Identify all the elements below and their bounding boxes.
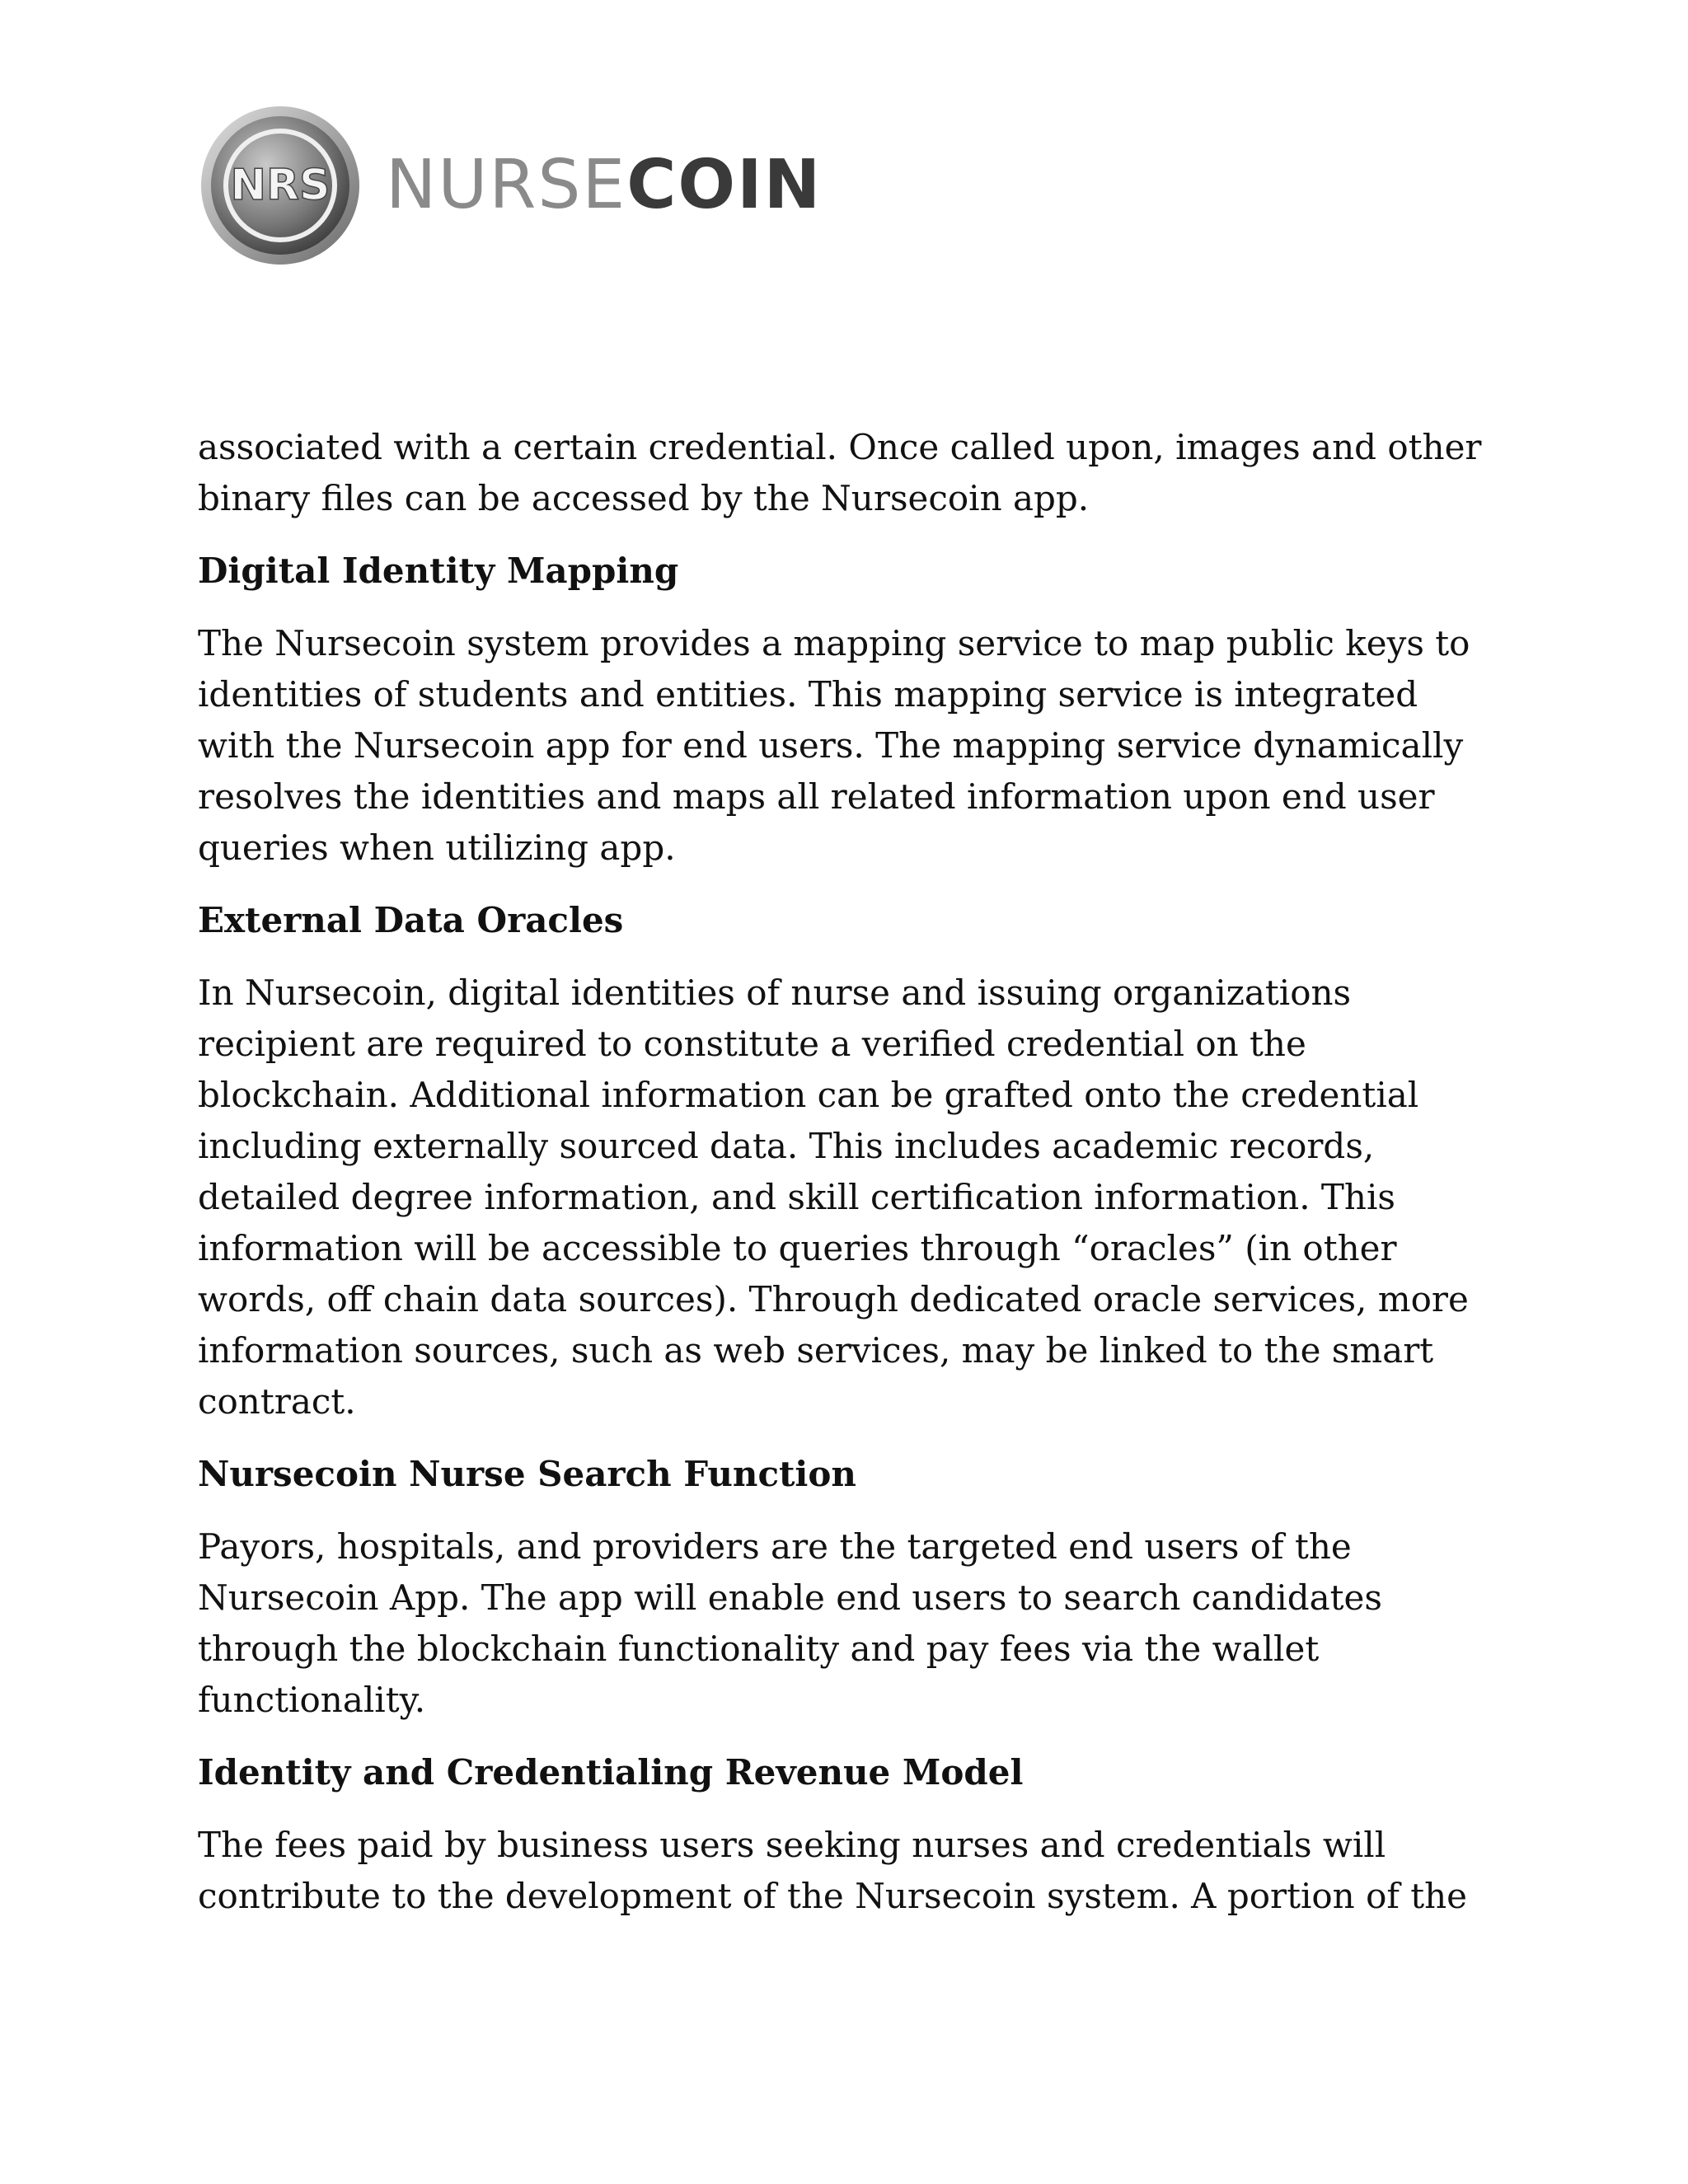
paragraph: The Nursecoin system provides a mapping service to map public keys to identities of students and entities. This mapping service is integrated with the Nursecoin app for end users. The mapping service dynamically resolves the identities and maps all related information upon end user queries when utilizing app. <box>198 623 1470 868</box>
paragraph: In Nursecoin, digital identities of nurse and issuing organizations recipient are required to constitute a verified credential on the blockchain. Additional information can be grafted onto the credential including externally sourced data. This includes academic records, detailed degree information, and skill certification information. This information will be accessible to queries through “oracles” (in other words, off chain data sources). Through dedicated oracle services, more information sources, such as web services, may be linked to the smart contract. <box>198 972 1469 1422</box>
section-heading: Digital Identity Mapping <box>198 551 679 591</box>
nursecoin-logo <box>198 103 823 268</box>
logo-wordmark <box>386 146 823 224</box>
logo-word-nurse: NURSE <box>386 146 627 224</box>
logo-word-coin: COIN <box>626 146 823 224</box>
paragraph: Payors, hospitals, and providers are the targeted end users of the Nursecoin App. The app will enable end users to search candidates through the blockchain functionality and pay fees via the wallet functionality. <box>198 1526 1382 1720</box>
paragraph: The fees paid by business users seeking nurses and credentials will contribute to the development of the Nursecoin system. A portion of the <box>198 1825 1468 1916</box>
section-heading: Nursecoin Nurse Search Function <box>198 1454 856 1494</box>
section-heading: External Data Oracles <box>198 900 624 940</box>
nrs-coin-icon <box>198 103 363 268</box>
paragraph: associated with a certain credential. Once called upon, images and other binary files can be accessed by the Nursecoin app. <box>198 427 1482 518</box>
document-body <box>198 422 1500 1943</box>
section-heading: Identity and Credentialing Revenue Model <box>198 1752 1024 1793</box>
logo-mark-text: NRS <box>230 161 331 210</box>
